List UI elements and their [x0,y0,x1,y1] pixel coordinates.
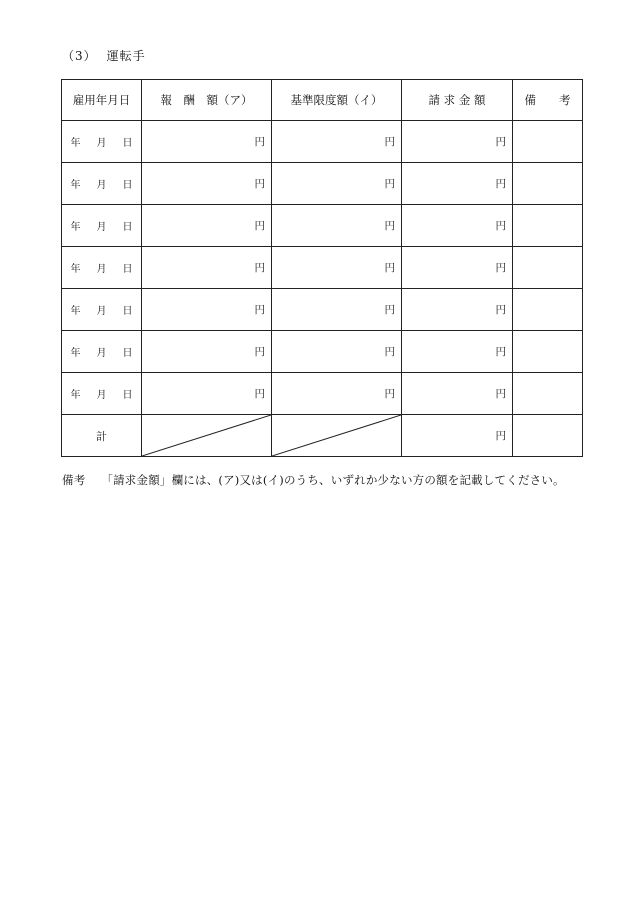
table-row [62,373,583,415]
employment-date-cell[interactable] [62,289,142,331]
employment-date-cell[interactable] [62,373,142,415]
yen-unit: 円 [384,346,395,358]
remarks-cell[interactable] [513,163,583,205]
remarks-cell[interactable] [513,289,583,331]
yen-unit: 円 [254,346,265,358]
header-remarks: 備 考 [513,80,583,121]
limit-cell[interactable] [272,373,402,415]
header-employment-date: 雇用年月日 [62,80,142,121]
yen-unit: 円 [254,388,265,400]
section-number: （3） [62,49,97,63]
employment-date-cell[interactable] [62,121,142,163]
employment-date-cell[interactable] [62,331,142,373]
claim-amount-cell[interactable] [402,163,513,205]
claim-amount-cell[interactable] [402,205,513,247]
month-label: 月 [96,264,107,275]
claim-total-cell[interactable] [402,415,513,457]
table-row [62,247,583,289]
remarks-total-cell[interactable] [513,415,583,457]
year-label: 年 [70,180,81,191]
remuneration-cell[interactable] [142,331,272,373]
day-label: 日 [122,348,133,359]
yen-unit: 円 [254,262,265,274]
yen-unit: 円 [495,178,506,190]
year-label: 年 [70,264,81,275]
yen-unit: 円 [384,388,395,400]
yen-unit: 円 [495,430,506,442]
total-row [62,415,583,457]
driver-claim-table [61,79,583,457]
diagonal-slash [142,415,271,456]
limit-cell[interactable] [272,289,402,331]
year-label: 年 [70,390,81,401]
remarks-cell[interactable] [513,205,583,247]
employment-date-cell[interactable] [62,205,142,247]
claim-amount-cell[interactable] [402,121,513,163]
claim-amount-cell[interactable] [402,247,513,289]
remuneration-cell[interactable] [142,373,272,415]
month-label: 月 [96,390,107,401]
yen-unit: 円 [384,178,395,190]
remarks-cell[interactable] [513,331,583,373]
yen-unit: 円 [384,136,395,148]
table-row [62,289,583,331]
limit-cell[interactable] [272,121,402,163]
month-label: 月 [96,180,107,191]
note-text: 「請求金額」欄には、(ア)又は(イ)のうち、いずれか少ない方の額を記載してください。 [101,473,565,487]
month-label: 月 [96,306,107,317]
day-label: 日 [122,306,133,317]
claim-amount-cell[interactable] [402,373,513,415]
table-header-row [62,80,583,121]
claim-amount-cell[interactable] [402,331,513,373]
note-label: 備考 [62,473,86,487]
yen-unit: 円 [254,178,265,190]
yen-unit: 円 [495,388,506,400]
yen-unit: 円 [495,346,506,358]
year-label: 年 [70,306,81,317]
limit-cell[interactable] [272,247,402,289]
limit-total-blank [272,415,402,457]
note [62,472,565,488]
yen-unit: 円 [254,220,265,232]
remuneration-cell[interactable] [142,121,272,163]
header-limit: 基準限度額（イ） [272,80,402,121]
year-label: 年 [70,348,81,359]
yen-unit: 円 [495,262,506,274]
employment-date-cell[interactable] [62,163,142,205]
yen-unit: 円 [254,304,265,316]
limit-cell[interactable] [272,331,402,373]
header-claim-amount: 請 求 金 額 [402,80,513,121]
remarks-cell[interactable] [513,247,583,289]
total-label: 計 [62,415,142,457]
employment-date-cell[interactable] [62,247,142,289]
year-label: 年 [70,222,81,233]
day-label: 日 [122,222,133,233]
limit-cell[interactable] [272,205,402,247]
yen-unit: 円 [495,136,506,148]
section-heading: 運転手 [106,49,146,63]
yen-unit: 円 [384,262,395,274]
remuneration-cell[interactable] [142,205,272,247]
remarks-cell[interactable] [513,373,583,415]
diagonal-slash [272,415,401,456]
yen-unit: 円 [384,220,395,232]
yen-unit: 円 [254,136,265,148]
yen-unit: 円 [495,220,506,232]
remuneration-total-blank [142,415,272,457]
day-label: 日 [122,180,133,191]
month-label: 月 [96,138,107,149]
day-label: 日 [122,138,133,149]
table-row [62,121,583,163]
yen-unit: 円 [495,304,506,316]
table-body [62,121,583,415]
remuneration-cell[interactable] [142,163,272,205]
month-label: 月 [96,348,107,359]
section-title [62,47,146,64]
remarks-cell[interactable] [513,121,583,163]
yen-unit: 円 [384,304,395,316]
header-remuneration: 報 酬 額（ア） [142,80,272,121]
claim-amount-cell[interactable] [402,289,513,331]
table-row [62,205,583,247]
day-label: 日 [122,264,133,275]
day-label: 日 [122,390,133,401]
table-row [62,331,583,373]
month-label: 月 [96,222,107,233]
limit-cell[interactable] [272,163,402,205]
remuneration-cell[interactable] [142,289,272,331]
year-label: 年 [70,138,81,149]
remuneration-cell[interactable] [142,247,272,289]
table-row [62,163,583,205]
